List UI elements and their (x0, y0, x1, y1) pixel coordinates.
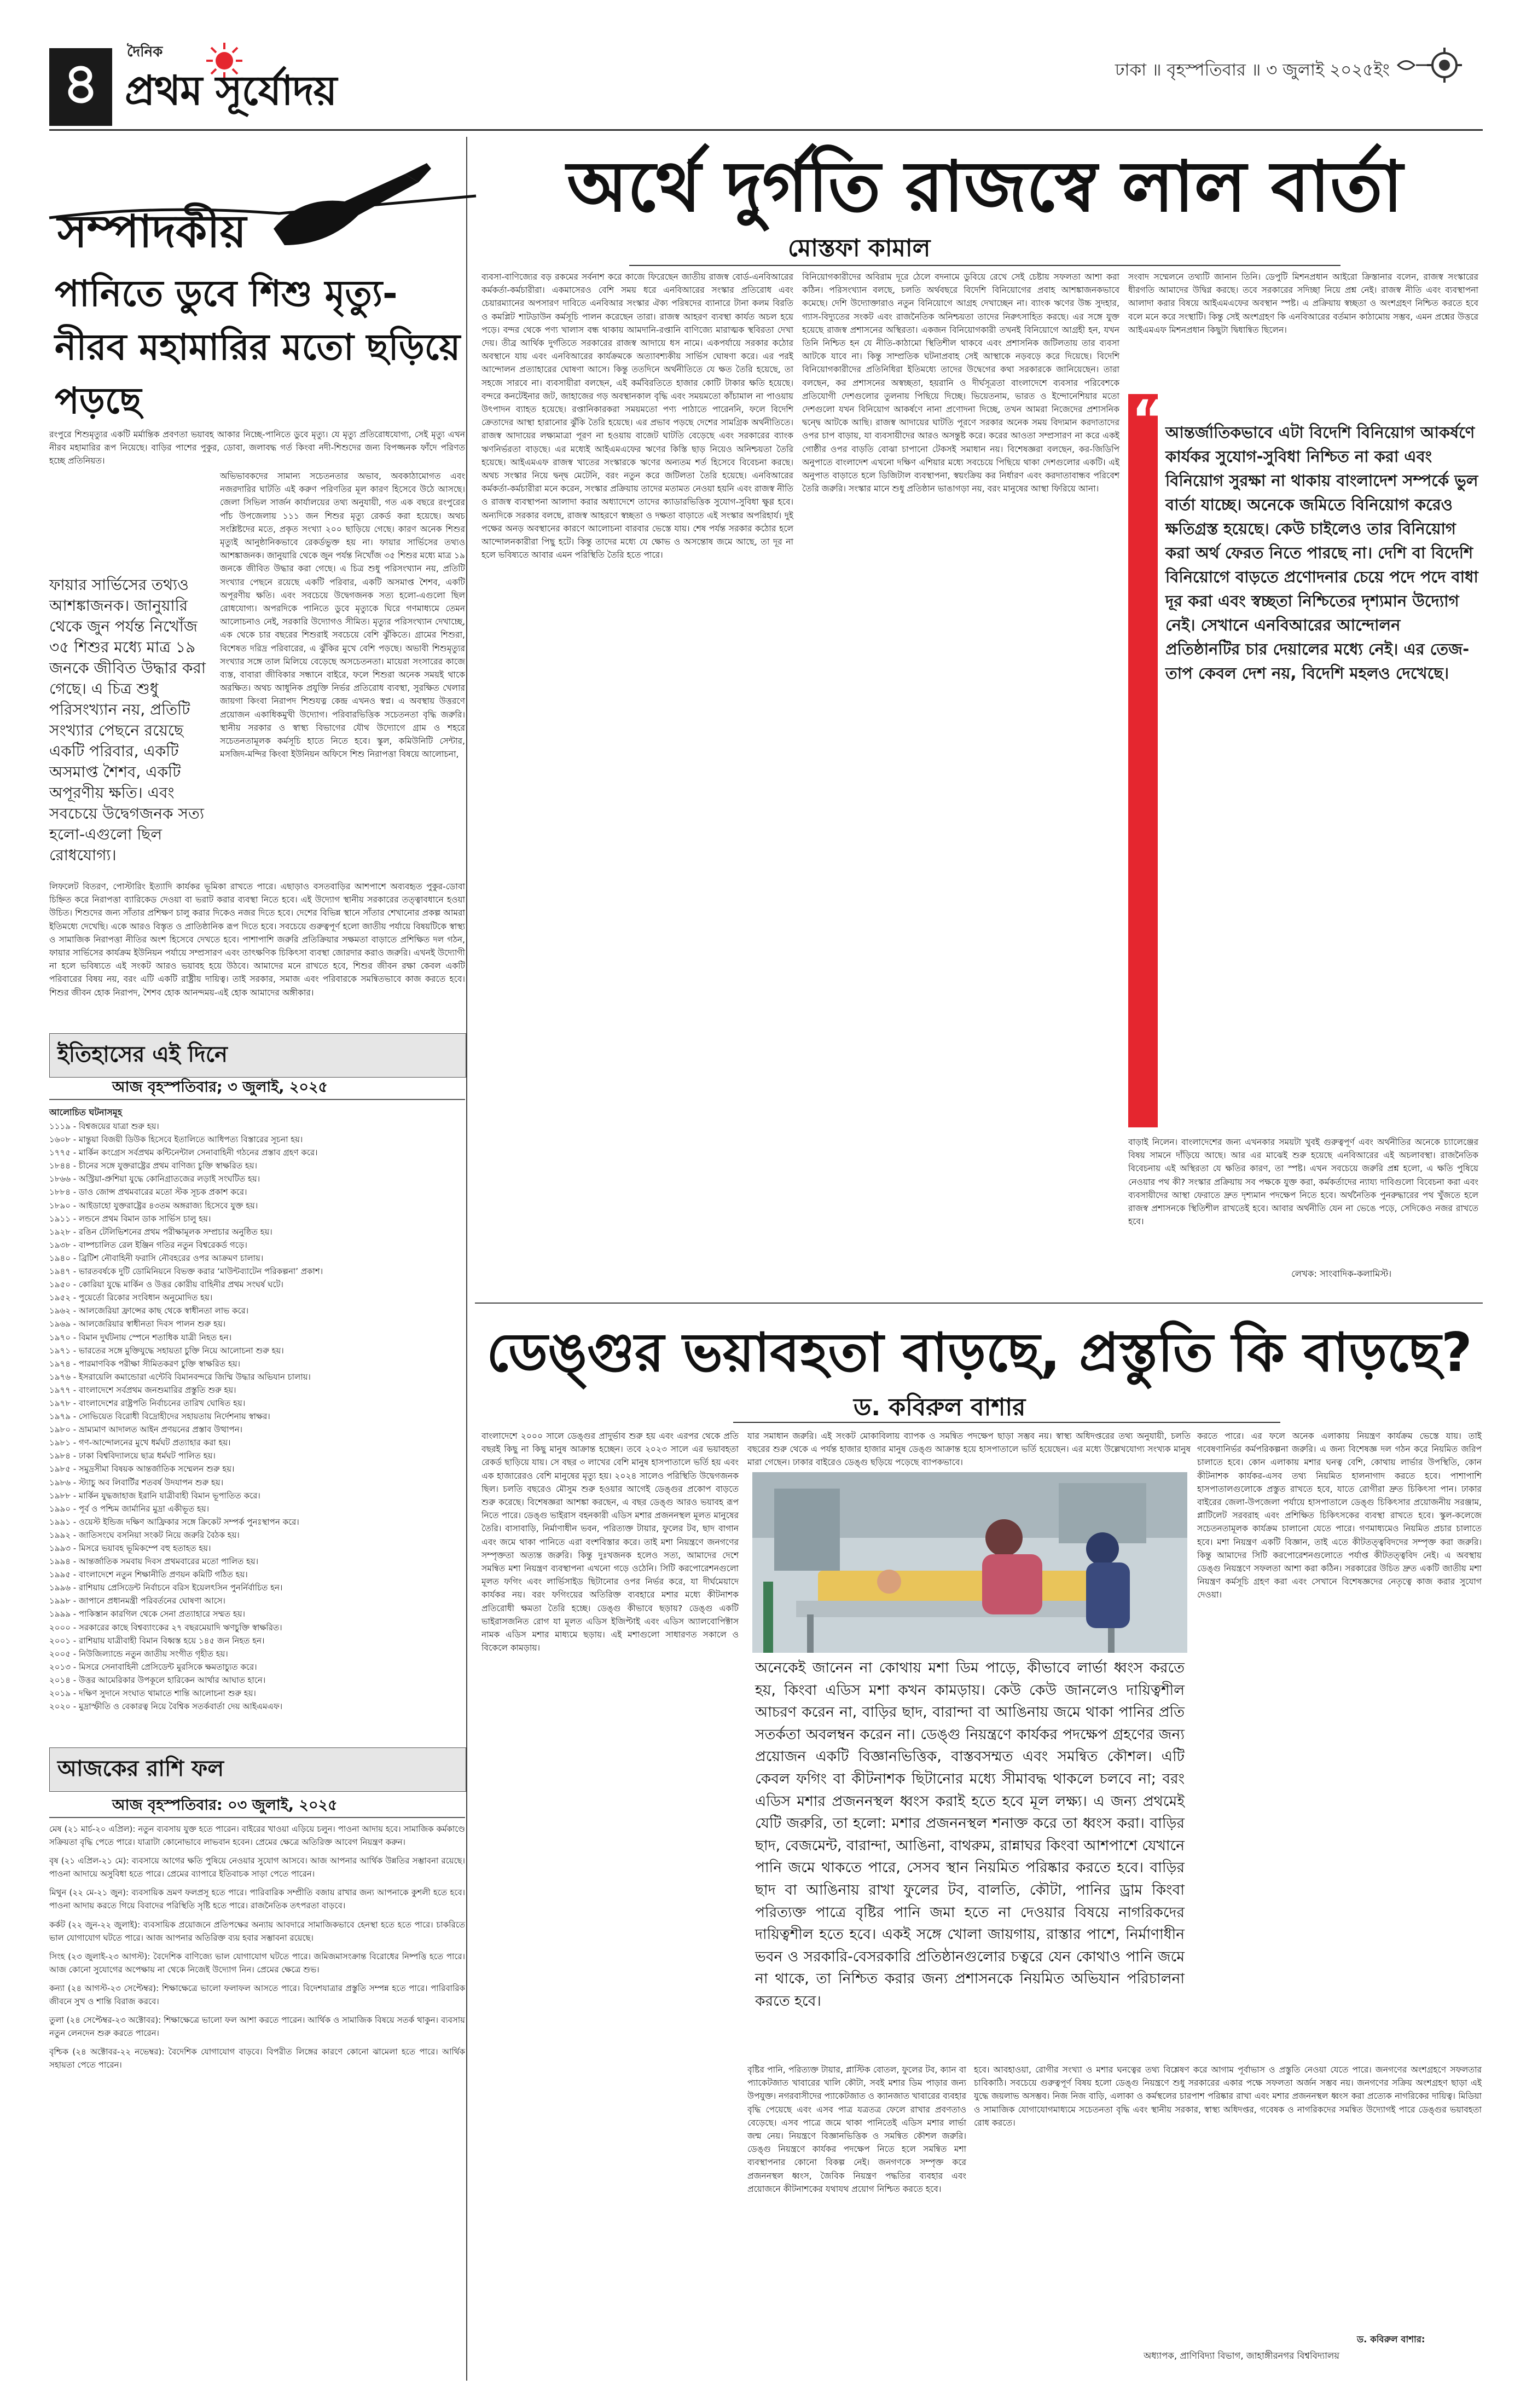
history-item: ১৯৭০ - বিমান দুর্ঘটনায় স্পেনে শতাধিক যাত্রী নিহত হন। (49, 1332, 232, 1342)
paper-prefix: দৈনিক (127, 44, 163, 60)
dengue-column-1: বাংলাদেশে ২০০০ সালে ডেঙ্গুর প্রাদুর্ভাব শুরু হয় এবং এরপর থেকে প্রতি বছরই কিছু না কিছু মানুষ আক্রান্ত হচ্ছেন। তবে ২০২৩ সালে এর ভয়াবহতা রেকর্ড ছাড়িয়ে যায়। সে বছর ৩ লাখের বেশি মানুষ হাসপাতালে ভর্তি হয় এবং এক হাজারেরও বেশি মানুষের মৃত্যু হয়। ২০২৪ সালেও পরিস্থিতি উদ্বেগজনক ছিল। চলতি বছরেও মৌসুম শুরু হওয়ার আগেই ডেঙ্গুর প্রকোপ বাড়তে শুরু করেছে। বিশেষজ্ঞরা আশঙ্কা করছেন, এ বছর ডেঙ্গু আরও ভয়াবহ রূপ নিতে পারে। ডেঙ্গু ভাইরাস বহনকারী এডিস মশার প্রজননস্থল মূলত মানুষের তৈরি। বাসাবাড়ি, নির্মাণাধীন ভবন, পরিত্যক্ত টায়ার, ফুলের টব, ছাদ বাগান এবং জমে থাকা পানিতে এরা বংশবিস্তার করে। তাই মশা নিয়ন্ত্রণে জনগণের সম্পৃক্ততা অত্যন্ত জরুরি। কিন্তু দুঃখজনক হলেও সত্য, আমাদের দেশে সমন্বিত মশা নিয়ন্ত্রণ ব্যবস্থাপনা এখনো গড়ে ওঠেনি। সিটি করপোরেশনগুলো মূলত ফগিং এবং লার্ভিসাইড ছিটানোর ওপর নির্ভর করে, যা দীর্ঘমেয়াদে কার্যকর নয়। বরং ফগিংয়ের অতিরিক্ত ব্যবহারে মশার মধ্যে কীটনাশক প্রতিরোধী ক্ষমতা তৈরি হচ্ছে। ডেঙ্গু কীভাবে ছড়ায়? ডেঙ্গু একটি ভাইরাসজনিত রোগ যা মূলত এডিস ইজিপ্টাই এবং এডিস অ্যালবোপিক্টাস নামক এডিস মশার মাধ্যমে ছড়ায়। এই মশাগুলো সাধারণত সকালে ও বিকেলে কামড়ায়। (481, 1431, 739, 1653)
main-column-3: সংবাদ সম্মেলনে তথ্যটি জানান তিনি। ডেপুটি মিশনপ্রধান আইরো ক্রিস্তানার বলেন, রাজস্ব সংস্কারের ধীরগতি আমাদের উদ্বিগ্ন করছে। তবে সরকারের সদিচ্ছা নিয়ে প্রশ্ন নেই। রাজস্ব নীতি এবং ব্যবস্থাপনা আলাদা করার বিষয়ে আইএমএফের অবস্থান স্পষ্ট। এ প্রক্রিয়ায় স্বচ্ছতা ও অংশগ্রহণ নিশ্চিত করতে হবে বলে মনে করে সংস্থাটি। কিন্তু সেই অংশগ্রহণ কি এনবিআরের বর্তমান কাঠামোয় সম্ভব, এমন প্রশ্নের উত্তরে আইএমএফ মিশনপ্রধান কিছুটা দ্বিধান্বিত ছিলেন। (1128, 272, 1478, 335)
horoscope-date: আজ বৃহস্পতিবার: ০৩ জুলাই, ২০২৫ (112, 1797, 338, 1814)
history-item: ১৯৯৯ - পাকিস্তান কারগিল থেকে সেনা প্রত্যাহারে সম্মত হয়। (49, 1609, 245, 1619)
main-byline: লেখক: সাংবাদিক-কলামিস্ট। (1291, 1269, 1392, 1279)
editorial-section-label: সম্পাদকীয় (57, 205, 247, 258)
horoscope-item: তুলা (২৪ সেপ্টেম্বর-২৩ অক্টোবর): শিক্ষাক্ষেত্রে ভালো ফল আশা করতে পারেন। আর্থিক ও সামাজিক বিষয়ে সতর্ক থাকুন। ব্যবসায় নতুন লেনদেন শুরু করতে পারেন। (49, 2015, 465, 2039)
history-item: ১৯৭৭ - বাংলাদেশে সর্বপ্রথম জনশুমারির প্রস্তুতি শুরু হয়। (49, 1385, 236, 1395)
history-item: ১৯৮১ - গণ-আন্দোলনের মুখে ধর্মঘট প্রত্যাহার করা হয়। (49, 1438, 231, 1448)
history-item: ১৯৫০ - কোরিয়া যুদ্ধে মার্কিন ও উত্তর কোরীয় বাহিনীর প্রথম সংঘর্ষ ঘটে। (49, 1280, 283, 1290)
dengue-column-2: যার সমাধান জরুরি। এই সংকট মোকাবিলায় ব্যাপক ও সমন্বিত পদক্ষেপ ছাড়া সম্ভব নয়। স্বাস্থ্য অধিদপ্তরের তথ্য অনুযায়ী, চলতি বছরের শুরু থেকে এ পর্যন্ত হাজার হাজার মানুষ ডেঙ্গু আক্রান্ত হয়ে হাসপাতালে ভর্তি হয়েছেন। এর মধ্যে উল্লেখযোগ্য সংখ্যক মানুষ মারা গেছেন। ঢাকার বাইরেও ডেঙ্গু ছড়িয়ে পড়েছে ব্যাপকভাবে। (747, 1431, 1191, 1468)
horoscope-item: কর্কট (২২ জুন-২২ জুলাই): ব্যবসায়িক প্রয়োজনে প্রতিপক্ষের অন্যায় আবদারে সামাজিকভাবে হেনস্থা হতে হতে পারে। চাকরিতে ভাল যোগাযোগ ঘটতে পারে। আজ আপনার অতিরিক্ত ব্যয় হবার সম্ভাবনা রয়েছে। (49, 1919, 465, 1943)
history-item: ১৯১১ - লন্ডনে প্রথম বিমান ডাক সার্ভিস চালু হয়। (49, 1213, 211, 1224)
dengue-headline: ডেঙ্গুর ভয়াবহতা বাড়ছে, প্রস্তুতি কি বাড়ছে? (486, 1322, 1472, 1384)
history-item: ১৮৬৬ - অস্ট্রিয়া-প্রুশিয়া যুদ্ধে কোনিগ্রাতজের লড়াই সংঘটিত হয়। (49, 1174, 260, 1184)
horoscope-list (49, 1822, 465, 2392)
dengue-author-rule (733, 1422, 1280, 1423)
history-item: ১৯৪০ - ব্রিটিশ নৌবাহিনী ফরাসি নৌবহরের ওপর আক্রমণ চালায়। (49, 1253, 264, 1263)
hospital-photo (752, 1472, 1187, 1653)
pen-hand-icon (274, 163, 431, 245)
main-author: মোস্তফা কামাল (788, 234, 931, 262)
history-item: ১৯৭৪ - পারমাণবিক পরীক্ষা সীমিতকরণ চুক্তি স্বাক্ষরিত হয়। (49, 1358, 240, 1369)
history-item: ১৮৯০ - আইডাহো যুক্তরাষ্ট্রের ৪৩তম অঙ্গরাজ্য হিসেবে যুক্ত হয়। (49, 1200, 258, 1211)
history-item: ১৯৯২ - জাতিসংঘে বসনিয়া সংকট নিয়ে জরুরি বৈঠক হয়। (49, 1530, 240, 1540)
history-item: ১৯৬২ - আলজেরিয়া ফ্রান্সের কাছ থেকে স্বাধীনতা লাভ করে। (49, 1306, 249, 1316)
dengue-column-3: করতে পারে। এর ফলে অনেক এলাকায় নিয়ন্ত্রণ কার্যক্রম ভেস্তে যায়। তাই গবেষণানির্ভর কর্মপরিকল্পনা জরুরি। এ জন্য বিশেষজ্ঞ দল গঠন করে নিয়মিত জরিপ চালাতে হবে। কোন এলাকায় মশার ঘনত্ব বেশি, কোথায় লার্ভার উপস্থিতি, কোন কীটনাশক কার্যকর-এসব তথ্য নিয়মিত হালনাগাদ করতে হবে। পাশাপাশি হাসপাতালগুলোকে প্রস্তুত রাখতে হবে, যাতে রোগীরা দ্রুত চিকিৎসা পান। ঢাকার বাইরের জেলা-উপজেলা পর্যায়ে হাসপাতালে ডেঙ্গু চিকিৎসার প্রয়োজনীয় সরঞ্জাম, প্লাটিলেট সরবরাহ এবং প্রশিক্ষিত চিকিৎসকের ব্যবস্থা রাখতে হবে। স্কুল-কলেজে সচেতনতামূলক কার্যক্রম চালানো যেতে পারে। গণমাধ্যমেও নিয়মিত প্রচার চালাতে হবে। মশা নিয়ন্ত্রণ একটি বিজ্ঞান, তাই এতে কীটতত্ত্ববিদদের সম্পৃক্ত করা জরুরি। কিন্তু আমাদের সিটি করপোরেশনগুলোতে পর্যাপ্ত কীটতত্ত্ববিদ নেই। এ অবস্থায় ডেঙ্গু নিয়ন্ত্রণে সফলতা আশা করা কঠিন। সরকারের উচিত দ্রুত একটি জাতীয় মশা নিয়ন্ত্রণ কর্মসূচি গ্রহণ করা এবং সেখানে বিশেষজ্ঞদের নেতৃত্বে কাজ করার সুযোগ দেওয়া। (1197, 1431, 1482, 1600)
column-divider (466, 137, 467, 2381)
main-author-rule (629, 265, 1340, 266)
history-item: ১৯৭৮ - বাংলাদেশের রাষ্ট্রপতি নির্বাচনের তারিখ ঘোষিত হয়। (49, 1398, 246, 1408)
history-date: আজ বৃহস্পতিবার; ৩ জুলাই, ২০২৫ (112, 1079, 328, 1096)
history-item: ১৯৫২ - পুয়ের্তো রিকোর সংবিধান অনুমোদিত হয়। (49, 1293, 213, 1303)
history-item: ১৯৭৬ - ইসরায়েলি কমান্ডোরা এন্টেবি বিমানবন্দরে জিম্মি উদ্ধার অভিযান চালায়। (49, 1371, 311, 1382)
history-item: ১৬০৮ - মান্তুয়া বিজয়ী ডিউক হিসেবে ইতালিতে আধিপত্য বিস্তারের সূচনা হয়। (49, 1134, 303, 1145)
history-item: ১৯৯৮ - জাপানে প্রধানমন্ত্রী পরিবর্তনের ঘোষণা আসে। (49, 1596, 225, 1606)
horoscope-title: আজকের রাশি ফল (49, 1747, 466, 1792)
horoscope-item: বৃশ্চিক (২৪ অক্টোবর-২২ নভেম্বর): বৈদেশিক যোগাযোগ বাড়বে। বিপরীত লিঙ্গের কারণে কোনো ঝামেলা হতে পারে। আর্থিক সহায়তা পেতে পারেন। (49, 2047, 465, 2070)
main-column-3-bottom: বাড়াই নিলেন। বাংলাদেশের জন্য এখনকার সময়টা খুবই গুরুত্বপূর্ণ এবং অর্থনীতির অনেকে চ্যালেঞ্জের বিষয় সামনে দাঁড়িয়ে আছে। আর এর মাঝেই শুরু হয়েছে এনবিআরের এই অচলাবস্থা। রাজনৈতিক বিবেচনায় এই অস্থিরতা যে ক্ষতির কারণ, তা স্পষ্ট। এখন সবচেয়ে জরুরি প্রশ্ন হলো, এ ক্ষতি পুষিয়ে নেওয়ার পথ কী? সংস্কার প্রক্রিয়ায় সব পক্ষকে যুক্ত করা, কর্মকর্তাদের ন্যায্য দাবিগুলো বিবেচনা করা এবং ব্যবসায়ীদের আস্থা ফেরাতে দ্রুত দৃশ্যমান পদক্ষেপ নিতে হবে। অর্থনৈতিক পুনরুদ্ধারের পথ খুঁজতে হলে রাজস্ব প্রশাসনকে স্থিতিশীল রাখতেই হবে। আবার অর্থনীতি যেন না ভেঙে পড়ে, সেদিকেও নজর রাখতে হবে। (1128, 1137, 1478, 1227)
history-item: ১৯৬৯ - আলজেরিয়ার স্বাধীনতা দিবস পালন শুরু হয়। (49, 1319, 226, 1329)
editorial-headline: পানিতে ডুবে শিশু মৃত্যু- নীরব মহামারির মতো ছড়িয়ে পড়ছে (55, 273, 461, 422)
dengue-column-3-bottom: হবে। আবহাওয়া, রোগীর সংখ্যা ও মশার ঘনত্বের তথ্য বিশ্লেষণ করে আগাম পূর্বাভাস ও প্রস্তুতি নেওয়া যেতে পারে। জনগণের অংশগ্রহণে সফলতার চাবিকাঠি। সবচেয়ে গুরুত্বপূর্ণ বিষয় হলো ডেঙ্গু নিয়ন্ত্রণে শুধু সরকারের একার পক্ষে সফলতা অর্জন সম্ভব নয়। জনগণের সক্রিয় অংশগ্রহণ ছাড়া এই যুদ্ধে জয়লাভ অসম্ভব। নিজ নিজ বাড়ি, এলাকা ও কর্মস্থলের চারপাশ পরিষ্কার রাখা এবং মশার প্রজননস্থল ধ্বংস করা প্রত্যেক নাগরিকের দায়িত্ব। মিডিয়া ও সামাজিক যোগাযোগমাধ্যমে সচেতনতা বৃদ্ধি এবং স্থানীয় সরকার, স্বাস্থ্য অধিদপ্তর, গবেষক ও নাগরিকদের সমন্বিত উদ্যোগই পারে ডেঙ্গুর ভয়াবহতা রোধ করতে। (974, 2065, 1482, 2128)
history-item: ১৯৮৪ - ঢাকা বিশ্ববিদ্যালয়ে ছাত্র ধর্মঘট পালিত হয়। (49, 1451, 216, 1461)
quote-bar (1128, 394, 1158, 1127)
history-item: ১৯৯৪ - আন্তর্জাতিক সমবায় দিবস প্রথমবারের মতো পালিত হয়। (49, 1556, 259, 1567)
history-item: ১৯৮৫ - সমুদ্রসীমা বিষয়ক আন্তর্জাতিক সম্মেলন শুরু হয়। (49, 1464, 235, 1474)
history-item: ১৯৯৩ - মিসরে ভয়াবহ ভূমিকম্পে বহু হতাহত হয়। (49, 1543, 211, 1553)
paper-name: প্রথম সূর্যোদয় (125, 67, 337, 114)
page-number: ৪ (49, 48, 112, 126)
history-subtitle: আলোচিত ঘটনাসমূহ (49, 1107, 123, 1118)
dengue-author: ড. কবিরুল বাশার (854, 1393, 1026, 1421)
history-item: ২০০৫ - নিউজিল্যান্ডে নতুন জাতীয় সংগীত গৃহীত হয়। (49, 1648, 228, 1659)
history-item: ২০২০ - মুদ্রাস্ফীতি ও বেকারত্ব নিয়ে বৈশ্বিক সতর্কবার্তা দেয় আইএমএফ। (49, 1701, 283, 1712)
dengue-signature-name: ড. কবিরুল বাশার: (1357, 2334, 1425, 2345)
history-rule (49, 1099, 465, 1100)
history-item: ১১১৯ - বিশ্বজয়ের যাত্রা শুরু হয়। (49, 1121, 159, 1131)
horoscope-item: বৃষ (২১ এপ্রিল-২১ মে): ব্যবসায়ে আগের ক্ষতি পুষিয়ে নেওয়ার সুযোগ আসবে। আজ আপনার আর্থিক উন্নতির সম্ভাবনা রয়েছে। পাওনা আদায়ে অসুবিধা হতে পারে। প্রেমের ব্যাপারে ইতিবাচক সাড়া পেতে পারেন। (49, 1856, 465, 1879)
history-item: ১৯৩৮ - বাষ্পচালিত রেল ইঞ্জিন গতির নতুন বিশ্বরেকর্ড গড়ে। (49, 1240, 247, 1250)
history-item: ১৯৪৭ - ভারতবর্ষকে দুটি ডোমিনিয়নে বিভক্ত করার ‘মাউন্টব্যাটেন পরিকল্পনা’ প্রকাশ। (49, 1266, 323, 1277)
quote-mark-icon: “ (1131, 389, 1167, 450)
history-item: ১৯৮০ - ভ্রাম্যমাণ আদালত আইন প্রণয়নের প্রস্তাব উত্থাপন। (49, 1425, 242, 1435)
dengue-photo-caption: অনেকেই জানেন না কোথায় মশা ডিম পাড়ে, কীভাবে লার্ভা ধ্বংস করতে হয়, কিংবা এডিস মশা কখন কামড়ায়। কেউ কেউ জানলেও দায়িত্বশীল আচরণ করেন না, বাড়ির ছাদ, বারান্দা বা আঙিনায় জমে থাকা পানির প্রতি সতর্কতা অবলম্বন করেন না। ডেঙ্গু নিয়ন্ত্রণে কার্যকর পদক্ষেপ গ্রহণের জন্য প্রয়োজন একটি বিজ্ঞানভিত্তিক, বাস্তবসম্মত এবং সমন্বিত কৌশল। এটি কেবল ফগিং বা কীটনাশক ছিটানোর মধ্যে সীমাবদ্ধ থাকলে চলবে না; বরং এডিস মশার প্রজননস্থল ধ্বংস করাই হতে হবে মূল লক্ষ্য। এ জন্য প্রথমেই যেটি জরুরি, তা হলো: মশার প্রজননস্থল শনাক্ত করে তা ধ্বংস করা। বাড়ির ছাদ, বেজমেন্ট, বারান্দা, আঙিনা, বাথরুম, রান্নাঘর কিংবা আশপাশে যেখানে পানি জমে থাকতে পারে, সেসব স্থান নিয়মিত পরিষ্কার করতে হবে। বাড়ির ছাদ বা আঙিনায় রাখা ফুলের টব, বালতি, কৌটা, পানির ড্রাম কিংবা পরিত্যক্ত পাত্রে বৃষ্টির পানি জমা হতে না দেওয়ার বিষয়ে নাগরিকদের দায়িত্বশীল হতে হবে। একই সঙ্গে খোলা জায়গায়, রাস্তার পাশে, নির্মাণাধীন ভবন ও সরকারি-বেসরকারি প্রতিষ্ঠানগুলোর চত্বরে যেন কোথাও পানি জমে না থাকে, তা নিশ্চিত করার জন্য প্রশাসনকে নিয়মিত অভিযান পরিচালনা করতে হবে। (755, 1659, 1185, 2010)
section-divider (475, 1303, 1483, 1304)
main-column-1: ব্যবসা-বাণিজ্যের বড় রকমের সর্বনাশ করে কাজে ফিরেছেন জাতীয় রাজস্ব বোর্ড-এনবিআরের কর্মকর্তা-কর্মচারীরা। একমাসেরও বেশি সময় ধরে এনবিআরের সংস্কার প্রতিরোধ এবং চেয়ারম্যানের অপসারণ দাবিতে এনবিআর সংস্কার ঐক্য পরিষদের ব্যানারে টানা কলম বিরতি ও কমপ্লিট শাটডাউন কর্মসূচি পালন করেছেন তারা। রাজস্ব আহরণ ব্যবস্থা কার্যত অচল হয়ে পড়ে। বন্দর থেকে পণ্য খালাস বন্ধ থাকায় আমদানি-রপ্তানি বাণিজ্যে মারাত্মক স্থবিরতা দেখা দেয়। তীব্র আর্থিক দুর্গতিতে সরকারের রাজস্ব আদায়ে ধস নামে। একপর্যায়ে সরকার কঠোর অবস্থানে যায় এবং এনবিআরের কার্যক্রমকে অত্যাবশ্যকীয় সার্ভিস ঘোষণা করে। এর পরই আন্দোলন প্রত্যাহারের ঘোষণা আসে। কিন্তু ততদিনে অর্থনীতিতে যে ক্ষত তৈরি হয়েছে, তা সহজে সারবে না। ব্যবসায়ীরা বলছেন, এই কর্মবিরতিতে হাজার কোটি টাকার ক্ষতি হয়েছে। বন্দরে কনটেইনার জট, জাহাজের গড় অবস্থানকাল বৃদ্ধি এবং সময়মতো কাঁচামাল না পাওয়ায় উৎপাদন ব্যাহত হয়েছে। রপ্তানিকারকরা সময়মতো পণ্য পাঠাতে পারেননি, ফলে বিদেশি ক্রেতাদের আস্থা হারানোর ঝুঁকি তৈরি হয়েছে। এর প্রভাব পড়ছে দেশের সামগ্রিক অর্থনীতিতে। রাজস্ব আদায়ের লক্ষ্যমাত্রা পূরণ না হওয়ায় বাজেট ঘাটতি বেড়েছে এবং সরকারের ব্যাংক ঋণনির্ভরতা বাড়ছে। এর মধ্যেই আইএমএফের ঋণের কিস্তি ছাড় নিয়েও অনিশ্চয়তা তৈরি হয়েছে। আইএমএফ রাজস্ব খাতের সংস্কারকে ঋণের অন্যতম শর্ত হিসেবে বিবেচনা করছে। অথচ সংস্কার নিয়ে দ্বন্দ্ব মেটেনি, বরং নতুন করে জটিলতা তৈরি হয়েছে। এনবিআরের কর্মকর্তা-কর্মচারীরা মনে করেন, সংস্কার প্রক্রিয়ায় তাদের মতামত নেওয়া হয়নি এবং রাজস্ব নীতি ও রাজস্ব ব্যবস্থাপনা আলাদা করার অধ্যাদেশে তাদের ক্যাডারভিত্তিক সুযোগ-সুবিধা ক্ষুণ্ণ হবে। অন্যদিকে সরকার বলছে, রাজস্ব আহরণে স্বচ্ছতা ও দক্ষতা বাড়াতে এই সংস্কার অপরিহার্য। দুই পক্ষের অনড় অবস্থানের কারণে আলোচনা বারবার ভেস্তে যায়। শেষ পর্যন্ত সরকার কঠোর হলে আন্দোলনকারীরা পিছু হটে। কিন্তু তাদের মধ্যে যে ক্ষোভ ও অসন্তোষ জমে আছে, তা দূর না হলে ভবিষ্যতে আবার এমন পরিস্থিতি তৈরি হতে পারে। (481, 272, 793, 560)
history-item: ১৯৭৯ - সোভিয়েত বিরোধী বিদ্রোহীদের সহায়তায় নির্দেশনায় স্বাক্ষর। (49, 1411, 270, 1422)
editorial-pull-quote: ফায়ার সার্ভিসের তথ্যও আশঙ্কাজনক। জানুয়ারি থেকে জুন পর্যন্ত নিখোঁজ ৩৫ শিশুর মধ্যে মাত্র ১৯ জনকে জীবিত উদ্ধার করা গেছে। এ চিত্র শুধু পরিসংখ্যান নয়, প্রতিটি সংখ্যার পেছনে রয়েছে একটি পরিবার, একটি অসমাপ্ত শৈশব, একটি অপূরণীয় ক্ষতি। এবং সবচেয়ে উদ্বেগজনক সত্য হলো-এগুলো ছিল রোধযোগ্য। (49, 576, 206, 864)
history-title: ইতিহাসের এই দিনে (49, 1033, 466, 1078)
history-item: ১৯২৮ - রঙিন টেলিভিশনের প্রথম পরীক্ষামূলক সম্প্রচার অনুষ্ঠিত হয়। (49, 1226, 272, 1237)
history-item: ১৮৮৪ - ডাও জোন্স প্রথমবারের মতো স্টক সূচক প্রকাশ করে। (49, 1187, 247, 1197)
history-item: ১৯৮৬ - স্ট্যাচু অব লিবার্টির শতবর্ষ উদযাপন শুরু হয়। (49, 1477, 224, 1487)
horoscope-item: সিংহ (২৩ জুলাই-২৩ আগস্ট): বৈদেশিক বাণিজ্যে ভাল যোগাযোগ ঘটতে পারে। জমিজমাসংক্রান্ত বিরোধের নিষ্পত্তি হতে পারে। আজ কোনো সুযোগের অপেক্ষায় না থেকে নিজেই উদ্যোগ নিন। প্রেমের ক্ষেত্রে শুভ। (49, 1951, 465, 1975)
dengue-column-2-bottom: বৃষ্টির পানি, পরিত্যক্ত টায়ার, প্লাস্টিক বোতল, ফুলের টব, ক্যান বা প্যাকেটজাত খাবারের খালি কৌটা, সবই মশার ডিম পাড়ার জন্য উপযুক্ত। নগরবাসীদের প্যাকেটজাত ও ক্যানজাত খাবারের ব্যবহার বৃদ্ধি পেয়েছে এবং এসব পাত্র যত্রতত্র ফেলে রাখার প্রবণতাও বেড়েছে। এসব পাত্রে জমে থাকা পানিতেই এডিস মশার লার্ভা জন্ম নেয়। নিয়ন্ত্রণে বিজ্ঞানভিত্তিক ও সমন্বিত কৌশল জরুরি। ডেঙ্গু নিয়ন্ত্রণে কার্যকর পদক্ষেপ নিতে হলে সমন্বিত মশা ব্যবস্থাপনার কোনো বিকল্প নেই। জনগণকে সম্পৃক্ত করে প্রজননস্থল ধ্বংস, জৈবিক নিয়ন্ত্রণ পদ্ধতির ব্যবহার এবং প্রয়োজনে কীটনাশকের যথাযথ প্রয়োগ নিশ্চিত করতে হবে। (747, 2065, 966, 2194)
editorial-body-right: অভিভাবকদের সামান্য সচেতনতার অভাব, অবকাঠামোগত এবং নজরদারির ঘাটতি এই করুণ পরিণতির মূল কারণ হিসেবে উঠে আসছে। জেলা সিভিল সার্জন কার্যালয়ের তথ্য অনুযায়ী, গত এক বছরে রংপুরের পাঁচ উপজেলায় ১১১ জন শিশুর মৃত্যু রেকর্ড করা হয়েছে। অথচ সংশ্লিষ্টদের মতে, প্রকৃত সংখ্যা ২০০ ছাড়িয়ে গেছে। কারণ অনেক শিশুর মৃত্যুই আনুষ্ঠানিকভাবে রেকর্ডভুক্ত হয় না। ফায়ার সার্ভিসের তথ্যও আশঙ্কাজনক। জানুয়ারি থেকে জুন পর্যন্ত নিখোঁজ ৩৫ শিশুর মধ্যে মাত্র ১৯ জনকে জীবিত উদ্ধার করা গেছে। এ চিত্র শুধু পরিসংখ্যান নয়, প্রতিটি সংখ্যার পেছনে রয়েছে একটি পরিবার, একটি অসমাপ্ত শৈশব, একটি অপূরণীয় ক্ষতি। এবং সবচেয়ে উদ্বেগজনক সত্য হলো-এগুলো ছিল রোধযোগ্য। অপরদিকে পানিতে ডুবে মৃত্যুকে ঘিরে গণমাধ্যমে তেমন আলোচনাও নেই, সরকারি উদ্যোগও সীমিত। মৃত্যুর পরিসংখ্যান দেখাচ্ছে, এক থেকে চার বছরের শিশুরাই সবচেয়ে বেশি ঝুঁকিতে। গ্রামের শিশুরা, বিশেষত দরিদ্র পরিবারের, এ ঝুঁকির মুখে বেশি পড়ছে। অভাবী শিশুমৃত্যুর সংখ্যার সঙ্গে তাল মিলিয়ে বেড়েছে অসচেতনতা। মায়েরা সংসারের কাজে ব্যস্ত, বাবারা জীবিকার সন্ধানে বাইরে, ফলে শিশুরা অনেক সময়ই থাকে অরক্ষিত। অথচ আধুনিক প্রযুক্তি নির্ভর প্রতিরোধ ব্যবস্থা, সুরক্ষিত খেলার জায়গা কিংবা নিরাপদ শিশুযত্ন কেন্দ্র এখনও স্বপ্ন। এ অবস্থায় উত্তরণে প্রয়োজন একাধিকমুখী উদ্যোগ। পরিবারভিত্তিক সচেতনতা বৃদ্ধি জরুরি। স্থানীয় সরকার ও স্বাস্থ্য বিভাগের যৌথ উদ্যোগে গ্রাম ও শহরে সচেতনতামূলক কর্মসূচি হাতে নিতে হবে। স্কুল, কমিউনিটি সেন্টার, মসজিদ-মন্দির কিংবা ইউনিয়ন অফিসে শিশু নিরাপত্তা বিষয়ে আলোচনা, (220, 471, 465, 760)
horoscope-item: কন্যা (২৪ আগস্ট-২৩ সেপ্টেম্বর): শিক্ষাক্ষেত্রে ভালো ফলাফল আসতে পারে। বিদেশযাত্রার প্রস্তুতি সম্পন্ন হতে পারে। পারিবারিক জীবনে সুখ ও শান্তি বিরাজ করবে। (49, 1983, 465, 2007)
history-item: ১৯৯৫ - বাংলাদেশে নতুন শিক্ষানীতি প্রণয়ন কমিটি গঠিত হয়। (49, 1570, 248, 1580)
horoscope-rule (49, 1817, 465, 1818)
history-item: ২০১৯ - দক্ষিণ সুদানে সংঘাত থামাতে শান্তি আলোচনা শুরু হয়। (49, 1688, 256, 1699)
history-item: ২০১৪ - উত্তর আমেরিকার উপকূলে হারিকেন আর্থার আঘাত হানে। (49, 1675, 266, 1685)
editorial-body-bottom: লিফলেট বিতরণ, পোস্টারিং ইত্যাদি কার্যকর ভূমিকা রাখতে পারে। এছাড়াও বসতবাড়ির আশপাশে অব্যবহৃত পুকুর-ডোবা চিহ্নিত করে নিরাপত্তা ব্যারিকেড দেওয়া বা ভরাট করার ব্যবস্থা নিতে হবে। এই উদ্যোগ স্থানীয় সরকারের তত্ত্বাবধানে হওয়া উচিত। শিশুদের জন্য সাঁতার প্রশিক্ষণ চালু করার দিকেও নজর দিতে হবে। দেশের বিভিন্ন স্থানে সাঁতার শেখানোর প্রকল্প আমরা ইতিমধ্যে দেখেছি। একে আরও বিস্তৃত ও প্রাতিষ্ঠানিক রূপ দিতে হবে। সবচেয়ে গুরুত্বপূর্ণ হলো জাতীয় পর্যায়ে বিষয়টিকে স্বাস্থ্য ও সামাজিক নিরাপত্তা নীতির অংশ হিসেবে দেখতে হবে। পাশাপাশি জরুরি প্রতিক্রিয়ার সক্ষমতা বাড়াতে প্রশিক্ষিত দল গঠন, ফায়ার সার্ভিসের কার্যক্রম ইউনিয়ন পর্যায়ে সম্প্রসারণ এবং তাৎক্ষণিক চিকিৎসা ব্যবস্থা জোরদার করাও জরুরি। এখনই উদ্যোগী না হলে ভবিষ্যতে এই সংকট আরও ভয়াবহ হয়ে উঠবে। আমাদের মনে রাখতে হবে, শিশুর জীবন রক্ষা কেবল একটি পরিবারের বিষয় নয়, বরং এটি একটি রাষ্ট্রীয় দায়িত্ব। তাই সরকার, সমাজ এবং পরিবারকে সমন্বিতভাবে কাজ করতে হবে। শিশুর জীবন হোক নিরাপদ, শৈশব হোক আনন্দময়-এই হোক আমাদের অঙ্গীকার। (49, 882, 465, 998)
history-item: ১৯৯৬ - রাশিয়ায় প্রেসিডেন্ট নির্বাচনে বরিস ইয়েলৎসিন পুনর্নির্বাচিত হন। (49, 1583, 283, 1593)
history-item: ২০১৩ - মিসরে সেনাবাহিনী প্রেসিডেন্ট মুরসিকে ক্ষমতাচ্যুত করে। (49, 1662, 257, 1672)
masthead-rule (49, 129, 1483, 131)
horoscope-item: মেষ (২১ মার্চ-২০ এপ্রিল): নতুন ব্যবসায় যুক্ত হতে পারেন। বাইরের খাওয়া এড়িয়ে চলুন। পাওনা আদায় হবে। সামাজিক কর্মকাণ্ডে সক্রিয়তা বৃদ্ধি পেতে পারে। যাত্রাটা কোনোভাবে লাভবান হবেন। প্রেমের ক্ষেত্রে অতিরিক্ত আবেগ নিয়ন্ত্রণ করুন। (49, 1824, 465, 1848)
history-item: ২০০০ - সরকারের কাছে বিশ্বব্যাংকের ২৭ বছরমেয়াদি ঋণচুক্তি স্বাক্ষরিত। (49, 1622, 282, 1633)
history-list (49, 1120, 465, 1738)
history-item: ১৭৭৫ - মার্কিন কংগ্রেস সর্বপ্রথম কন্টিনেন্টাল সেনাবাহিনী গঠনের প্রস্তাব গ্রহণ করে। (49, 1148, 318, 1158)
main-column-2: বিনিয়োগকারীদের অবিরাম দূরে ঠেলে বদনামে ডুবিয়ে রেখে সেই চেষ্টায় সফলতা আশা করা কঠিন। পরিসংখ্যান বলছে, চলতি অর্থবছরে বিদেশি বিনিয়োগের প্রবাহ আশঙ্কাজনকভাবে কমেছে। দেশি উদ্যোক্তারাও নতুন বিনিয়োগে আগ্রহ দেখাচ্ছেন না। ব্যাংক ঋণের উচ্চ সুদহার, গ্যাস-বিদ্যুতের সংকট এবং রাজনৈতিক অনিশ্চয়তা তাদের নিরুৎসাহিত করছে। এর সঙ্গে যুক্ত হয়েছে রাজস্ব প্রশাসনের অস্থিরতা। একজন বিনিয়োগকারী তখনই বিনিয়োগে আগ্রহী হন, যখন তিনি নিশ্চিত হন যে নীতি-কাঠামো স্থিতিশীল থাকবে এবং প্রশাসনিক জটিলতায় তার ব্যবসা আটকে যাবে না। কিন্তু সাম্প্রতিক ঘটনাপ্রবাহ সেই আস্থাকে নড়বড়ে করে দিয়েছে। বিদেশি বিনিয়োগকারীদের প্রতিনিধিরা ইতিমধ্যে তাদের উদ্বেগের কথা সরকারকে জানিয়েছেন। তারা বলছেন, কর প্রশাসনের অস্বচ্ছতা, হয়রানি ও দীর্ঘসূত্রতা বাংলাদেশে ব্যবসার পরিবেশকে প্রতিযোগী দেশগুলোর তুলনায় পিছিয়ে দিচ্ছে। ভিয়েতনাম, ভারত ও ইন্দোনেশিয়ার মতো দেশগুলো যখন বিনিয়োগ আকর্ষণে নানা প্রণোদনা দিচ্ছে, তখন আমরা নিজেদের প্রশাসনিক দ্বন্দ্বে আটকে আছি। রাজস্ব আদায়ের ঘাটতি পূরণে সরকার অনেক সময় বিদ্যমান করদাতাদের ওপর চাপ বাড়ায়, যা ব্যবসায়ীদের আরও অসন্তুষ্ট করে। করের আওতা সম্প্রসারণ না করে একই গোষ্ঠীর ওপর বাড়তি বোঝা চাপানো টেকসই সমাধান নয়। বিশেষজ্ঞরা বলছেন, কর-জিডিপি অনুপাতে বাংলাদেশ এখনো দক্ষিণ এশিয়ার মধ্যে সবচেয়ে পিছিয়ে থাকা দেশগুলোর একটি। এই অনুপাত বাড়াতে হলে ডিজিটাল ব্যবস্থাপনা, স্বয়ংক্রিয় কর নির্ধারণ এবং করদাতাবান্ধব পরিবেশ তৈরি জরুরি। সংস্কার মানে শুধু প্রতিষ্ঠান ভাঙাগড়া নয়, বরং মানুষের আস্থা ফিরিয়ে আনা। (802, 272, 1119, 494)
editorial-lead: রংপুরে শিশুমৃত্যুর একটি মর্মান্তিক প্রবণতা ভয়াবহ আকার নিচ্ছে-পানিতে ডুবে মৃত্যু। যে মৃত্যু প্রতিরোধযোগ্য, সেই মৃত্যু এখন নীরব মহামারির রূপ নিয়েছে। বাড়ির পাশের পুকুর, ডোবা, জলাবদ্ধ গর্ত কিংবা নদী-শিশুদের জন্য বিপজ্জনক ফাঁদে পরিণত হচ্ছে প্রতিনিয়ত। (49, 430, 465, 466)
dengue-signature-title: অধ্যাপক, প্রাণিবিদ্যা বিভাগ, জাহাঙ্গীরনগর বিশ্ববিদ্যালয় (1144, 2351, 1340, 2361)
horoscope-item: মিথুন (২২ মে-২১ জুন): ব্যবসায়িক ভ্রমণ ফলপ্রসূ হতে পারে। পারিবারিক সম্প্রীতি বজায় রাখার জন্য আপনাকে কুশলী হতে হবে। পাওনা আদায় করতে গিয়ে বিবাদের পরিস্থিতি সৃষ্টি হতে পারে। রাজনৈতিক তৎপরতা বাড়বে। (49, 1888, 465, 1911)
history-item: ২০০১ - রাশিয়ায় যাত্রীবাহী বিমান বিধ্বস্ত হয়ে ১৪৫ জন নিহত হন। (49, 1635, 265, 1646)
date-line: ঢাকা ॥ বৃহস্পতিবার ॥ ৩ জুলাই ২০২৫ইং (1115, 60, 1390, 80)
ornament-icon (1395, 46, 1466, 84)
history-item: ১৯৯১ - ওয়েস্ট ইন্ডিজ দক্ষিণ আফ্রিকার সঙ্গে ক্রিকেট সম্পর্ক পুনঃস্থাপন করে। (49, 1516, 299, 1527)
main-headline: অর্থে দুর্গতি রাজস্বে লাল বার্তা (567, 146, 1403, 228)
history-item: ১৯৮৮ - মার্কিন যুদ্ধজাহাজ ইরানি যাত্রীবাহী বিমান ভূপাতিত করে। (49, 1490, 260, 1501)
main-pull-quote: আন্তর্জাতিকভাবে এটা বিদেশি বিনিয়োগ আকর্ষণে কার্যকর সুযোগ-সুবিধা নিশ্চিত না করা এবং বিনিয়োগ সুরক্ষা না থাকায় বাংলাদেশ সম্পর্কে ভুল বার্তা যাচ্ছে। অনেকে জমিতে বিনিয়োগ করেও ক্ষতিগ্রস্ত হয়েছে। কেউ চাইলেও তার বিনিয়োগ করা অর্থ ফেরত নিতে পারছে না। দেশি বা বিদেশি বিনিয়োগে বাড়তে প্রণোদনার চেয়ে পদে পদে বাধা দূর করা এবং স্বচ্ছতা নিশ্চিতের দৃশ্যমান উদ্যোগ নেই। সেখানে এনবিআরের আন্দোলন প্রতিষ্ঠানটির চার দেয়ালের মধ্যে নেই। এর তেজ-তাপ কেবল দেশ নয়, বিদেশি মহলও দেখেছে। (1165, 423, 1478, 682)
history-item: ১৯৭১ - ভারতের সঙ্গে মুক্তিযুদ্ধে সহায়তা চুক্তি নিয়ে আলোচনা শুরু হয়। (49, 1345, 284, 1356)
history-item: ১৯৯০ - পূর্ব ও পশ্চিম জার্মানির মুদ্রা একীভূত হয়। (49, 1503, 210, 1514)
history-item: ১৮৪৪ - চীনের সঙ্গে যুক্তরাষ্ট্রের প্রথম বাণিজ্য চুক্তি স্বাক্ষরিত হয়। (49, 1161, 257, 1171)
